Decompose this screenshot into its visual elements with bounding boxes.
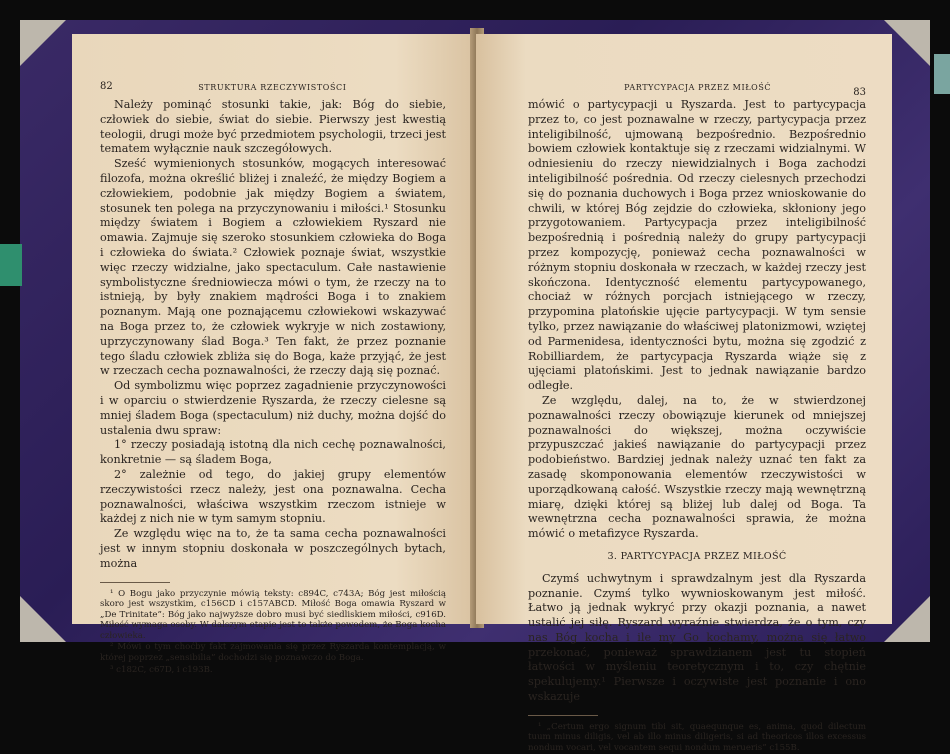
paragraph: 2° zależnie od tego, do jakiej grupy elementów rzeczywistości rzecz należy, jest ona poznawalna. Cecha poznawalności, właściwa wszystkim rzeczom istnieje w każdej z nich nie w tym samym stopniu. bbox=[100, 467, 446, 526]
left-body-text bbox=[100, 98, 446, 572]
right-running-head bbox=[528, 68, 866, 98]
page-number-right: 83 bbox=[853, 87, 866, 98]
paragraph: Należy pominąć stosunki takie, jak: Bóg do siebie, człowiek do siebie, świat do siebie. Pierwszy jest kwestią teologii, drugi może być przedmiotem psychologii, trzeci jest tematem wyłącznie nauk szczegółowych. bbox=[100, 98, 446, 156]
paragraph: mówić o partycypacji u Ryszarda. Jest to partycypacja przez to, co jest poznawalne w rzeczy, partycypacja przez inteligibilność, ujmowaną bezpośrednio. Bezpośrednio bowiem człowiek kontaktuje się z rzeczami widzialnymi. W odniesieniu do rzeczy niewidzialnych i Boga zachodzi inteligibilność pośrednia. Od rzeczy cielesnych przechodzi się do poznania duchowych i Boga przez wnioskowanie do chwili, w której Bóg zejdzie do człowieka, skłoniony jego przygotowaniem. Partycypacja przez inteligibilność bezpośrednią i pośrednią należy do grupy partycypacji przez kompozycję, ponieważ cecha poznawalności w różnym stopniu doskonała w rzeczach, w każdej rzeczy jest skończona. Identyczność elementu partycypowanego, chociaż w różnych porcjach istniejącego w rzeczy, przypomina platońskie ujęcie partycypacji. W tym sensie tylko, przez nawiązanie do właściwej platonizmowi, wziętej od Parmenidesa, identyczności bytu, można się zgodzić z Robilliardem, że partycypacja Ryszarda wiąże się z ujęciami platońskimi. Jest to jednak nawiązanie bardzo odległe. bbox=[528, 98, 866, 393]
paragraph: 1° rzeczy posiadają istotną dla nich cechę poznawalności, konkretnie — są śladem Boga, bbox=[100, 438, 446, 467]
paragraph: Sześć wymienionych stosunków, mogących interesować filozofa, można określić bliżej i znaleźć, że między Bogiem a człowiekiem, podobnie jak między Bogiem a światem, stosunek ten polega na przyczynowaniu i miłości.¹ Stosunku między światem i Bogiem a człowiekiem Ryszard nie omawia. Zajmuje się szeroko stosunkiem człowieka do Boga i człowieka do świata.² Człowiek poznaje świat, wszystkie więc rzeczy widzialne, jako spectaculum. Całe nastawienie symbolistyczne średniowiecza mówi o tym, że rzeczy na to istnieją, by były znakiem mądrości Boga i to znakiem poznanym. Mają one poznającemu człowiekowi wskazywać na Boga przez to, że człowiek wykryje w nich zostawiony, uprzyczynowany ślad Boga.³ Ten fakt, że przez poznanie tego śladu człowiek zbliża się do Boga, każe przyjąć, że jest w rzeczach cecha poznawalności, że rzeczy dają się poznać. bbox=[100, 157, 446, 378]
paragraph: Ze względu, dalej, na to, że w stwierdzonej poznawalności rzeczy obowiązuje kierunek od mniejszej poznawalności do większej, można oczywiście przypuszczać jakieś nawiązanie do partycypacji przez podobieństwo. Bardziej jednak należy uznać ten fakt za zasadę skomponowania elementów rzeczywistości w uporządkowaną całość. Wszystkie rzeczy mają wewnętrzną miarę, dzięki której są bliżej lub dalej od Boga. Ta wewnętrzna cecha poznawalności sprawia, że można mówić o metafizyce Ryszarda. bbox=[528, 393, 866, 541]
green-tab bbox=[0, 244, 22, 286]
right-body-text bbox=[528, 98, 866, 705]
right-footnotes bbox=[528, 722, 866, 754]
running-head-right: PARTYCYPACJA PRZEZ MIŁOŚĆ bbox=[624, 83, 772, 92]
section-title: 3. PARTYCYPACJA PRZEZ MIŁOŚĆ bbox=[607, 550, 787, 562]
left-footnotes bbox=[100, 589, 446, 676]
footnote: ³ c182C, c67D, i c193B. bbox=[110, 664, 213, 675]
left-page bbox=[72, 34, 476, 675]
page-number-left: 82 bbox=[100, 81, 113, 92]
running-head-left: STRUKTURA RZECZYWISTOŚCI bbox=[198, 83, 347, 92]
footnote-rule bbox=[100, 582, 170, 583]
right-page bbox=[476, 34, 892, 754]
footnote: ¹ „Certum ergo signum tibi sit, quaequnque es, anima, quod dilectum tuum minus diligis, vel ab illo minus diligeris, si ad theoricos illos excessus nondum vocari, vel vocantem sequi nondum merueris” c155B. bbox=[528, 721, 866, 754]
footnote-rule bbox=[528, 715, 598, 716]
teal-tab bbox=[934, 54, 950, 94]
footnote: ² Mówi o tym choćby fakt zajmowania się przez Ryszarda kontemplacją, w której poprzez „sensibilia” dochodzi się poznawczo do Boga. bbox=[100, 642, 446, 664]
paragraph: Ze względu więc na to, że ta sama cecha poznawalności jest w innym stopniu doskonała w poszczególnych bytach, można bbox=[100, 527, 446, 570]
paragraph: Od symbolizmu więc poprzez zagadnienie przyczynowości i w oparciu o stwierdzenie Ryszarda, że rzeczy cielesne są mniej śladem Boga (spectaculum) niż duchy, można dojść do ustalenia dwu spraw: bbox=[100, 379, 446, 437]
paragraph: Czymś uchwytnym i sprawdzalnym jest dla Ryszarda poznanie. Czymś tylko wywnioskowanym jest miłość. Łatwo ją jednak wykryć przy okazji poznania, a nawet ustalić jej siłę. Ryszard wyraźnie stwierdza, że o tym, czy nas Bóg kocha i ile my Go kochamy, można się łatwo przekonać, ponieważ sprawdzianem jest tu stopień łatwości w myśleniu teoretycznym i to, czy chętnie spekulujemy.¹ Pierwsze i oczywiste jest poznanie i ono wskazuje bbox=[528, 571, 866, 704]
footnote: ¹ O Bogu jako przyczynie mówią teksty: c894C, c743A; Bóg jest miłością skoro jest wszystkim, c156CD i c157ABCD. Miłość Boga omawia Ryszard w „De Trinitate”: Bóg jako najwyższe dobro musi być siedliskiem miłości, c916D. Miłość wymaga osoby. W dalszym etapie jest to także powodem, że Boga kocha człowieka. bbox=[100, 588, 446, 641]
left-running-head bbox=[100, 68, 446, 92]
